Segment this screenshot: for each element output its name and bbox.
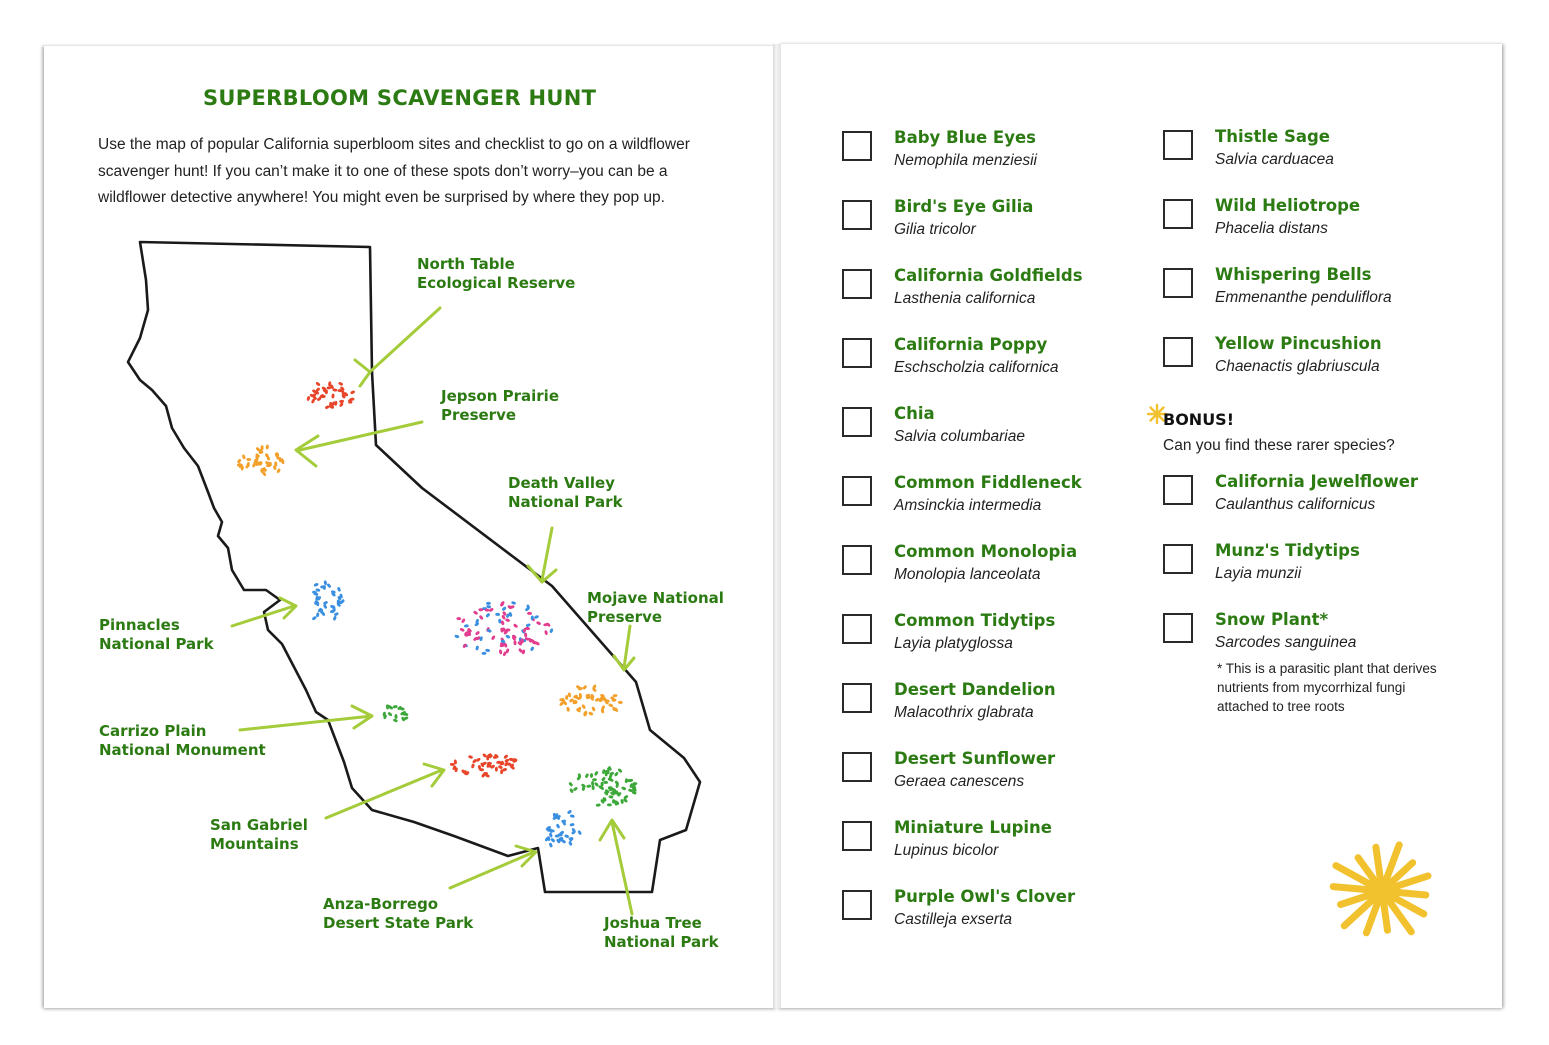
bloom-dot [498,765,504,770]
bloom-dot [594,782,599,788]
scientific-name: Monolopia lanceolata [894,566,1041,583]
bloom-dot [486,605,491,609]
bloom-dot [584,773,589,779]
common-name: Common Fiddleneck [894,473,1082,492]
bloom-dot [479,615,484,621]
bloom-dot [338,381,344,386]
bloom-dot [625,778,629,783]
bloom-dot [590,773,593,778]
bloom-dot [618,701,623,704]
bloom-dot [393,718,399,722]
common-name: Munz's Tidytips [1215,541,1360,560]
bonus-subtitle: Can you find these rarer species? [1163,437,1395,454]
bloom-dot [454,634,460,638]
map-label-pinnacles: Pinnacles National Park [99,616,214,653]
bloom-dot [324,405,330,410]
checkbox[interactable] [1163,130,1193,160]
bonus-heading: BONUS! [1163,410,1234,429]
checkbox[interactable] [842,269,872,299]
bloom-dot [525,623,531,628]
map-label-jepson-prairie: Jepson Prairie Preserve [441,387,559,424]
common-name: Desert Dandelion [894,680,1056,699]
page-title: SUPERBLOOM SCAVENGER HUNT [203,86,597,110]
common-name: Whispering Bells [1215,265,1372,284]
scientific-name: Nemophila menziesii [894,152,1038,169]
bloom-dot [464,624,469,628]
common-name: Miniature Lupine [894,818,1052,837]
bloom-dot [581,704,586,710]
bloom-dot [315,381,321,386]
bloom-dot [468,755,474,759]
bloom-dot [548,842,553,848]
bloom-dot [534,615,540,620]
common-name: Purple Owl's Clover [894,887,1076,906]
map-label-san-gabriel: San Gabriel Mountains [210,816,308,853]
bloom-dot [591,781,594,786]
bloom-dot [573,786,579,791]
checkbox[interactable] [1163,199,1193,229]
bloom-dot [491,635,496,641]
bloom-dot [591,785,594,790]
intro-paragraph: Use the map of popular California superbloom sites and checklist to go on a wildflower scavenger hunt! If you can’t make it to one of these spots don’t worry–you can be a wildflower detective anywhere! You might even be surprised by where they pop up. [98,136,690,206]
bloom-dot [313,582,319,587]
bloom-dot [608,795,613,799]
large-sun-icon [1316,836,1448,946]
common-name: Bird's Eye Gilia [894,197,1034,216]
bloom-dot [511,601,517,605]
common-name: Yellow Pincushion [1215,334,1382,353]
bloom-dot [567,809,573,814]
bloom-dot [394,714,397,719]
arrow-mojave [614,626,634,670]
bloom-dot [594,771,599,777]
scientific-name: Chaenactis glabriuscula [1215,358,1380,375]
bloom-dot [592,778,597,781]
scientific-name: Layia munzii [1215,565,1302,582]
bloom-dot [568,841,573,847]
checkbox[interactable] [842,200,872,230]
bloom-dot [530,646,535,652]
bloom-dot [486,602,491,605]
bloom-dot [582,685,587,691]
checkbox[interactable] [1163,544,1193,574]
bloom-dot [527,612,532,615]
bloom-dot [242,454,246,460]
bloom-dot [393,705,398,709]
bloom-dot [568,781,573,787]
bloom-dot [505,618,511,623]
bloom-dot [591,706,596,712]
bloom-dot [614,771,619,777]
checkbox[interactable] [1163,613,1193,643]
arrow-san-gabriel [326,764,444,818]
bloom-dot [475,630,481,635]
arrow-jepson [296,422,422,466]
bloom-dot [607,803,612,806]
bloom-dot [306,396,310,401]
bloom-dot [503,754,509,760]
bloom-dot [608,703,614,707]
bloom-dot [613,694,618,697]
scientific-name: Malacothrix glabrata [894,704,1034,721]
scientific-name: Geraea canescens [894,773,1025,790]
scientific-name: Layia platyglossa [894,635,1013,652]
scientific-name: Lupinus bicolor [894,842,999,859]
bloom-dot [633,782,638,785]
checkbox[interactable] [1163,337,1193,367]
bloom-dot [316,612,320,617]
bloom-dot [495,613,500,616]
bloom-dot [456,617,461,620]
bloom-dot [333,612,339,617]
scientific-name: Eschscholzia californica [894,359,1059,376]
bloom-dot [596,803,601,807]
bloom-dot [464,770,467,775]
bloom-dot [566,707,570,712]
common-name: California Poppy [894,335,1048,354]
common-name: Thistle Sage [1215,127,1330,146]
checkbox[interactable] [842,476,872,506]
scientific-name: Caulanthus californicus [1215,496,1376,513]
bloom-dot [471,763,475,768]
scientific-name: Phacelia distans [1215,220,1328,237]
checkbox[interactable] [842,131,872,161]
bloom-dot [501,606,507,611]
arrow-death-valley [528,528,556,582]
checkbox[interactable] [842,752,872,782]
common-name: California Jewelflower [1215,472,1419,491]
common-name: Baby Blue Eyes [894,128,1036,147]
bloom-dot [603,781,608,784]
bloom-dot [556,823,561,829]
bloom-dot [499,649,503,654]
bloom-dot [569,788,574,794]
map-label-carrizo-plain: Carrizo Plain National Monument [99,722,266,759]
checkbox[interactable] [842,821,872,851]
arrow-joshua-tree [600,820,632,914]
common-name: Wild Heliotrope [1215,196,1361,215]
common-name: Snow Plant* [1215,610,1329,629]
bloom-dot [473,610,479,615]
common-name: Common Monolopia [894,542,1078,561]
map-label-joshua-tree: Joshua Tree National Park [604,914,719,951]
map-label-death-valley: Death Valley National Park [508,474,623,511]
checkbox[interactable] [842,614,872,644]
bloom-dot [333,615,338,621]
bloom-dot [246,458,251,461]
bloom-dot [569,823,574,827]
bloom-dot [550,837,555,843]
scientific-name: Amsinckia intermedia [894,497,1042,514]
bloom-dot [536,621,542,626]
footnote: * This is a parasitic plant that derives nutrients from mycorrhizal fungi attached to tree roots [1217,661,1437,714]
bloom-dot [337,587,342,593]
bloom-dot [326,583,331,589]
bloom-dot [265,444,269,449]
bloom-dot [588,711,594,716]
checkbox[interactable] [842,338,872,368]
bloom-dot [570,814,575,818]
bloom-dot [577,830,582,836]
checkbox[interactable] [842,683,872,713]
bloom-dot [311,616,317,621]
common-name: Common Tidytips [894,611,1056,630]
scientific-name: Castilleja exserta [894,911,1013,928]
checkbox[interactable] [842,407,872,437]
bloom-dot [461,618,466,624]
map-label-north-table: North Table Ecological Reserve [417,255,576,292]
checkbox[interactable] [842,545,872,575]
scientific-name: Lasthenia californica [894,290,1036,307]
bloom-dot [350,390,356,395]
common-name: Chia [894,404,935,423]
bloom-dot [237,458,242,464]
checkbox[interactable] [842,890,872,920]
bloom-dot [513,623,519,628]
scientific-name: Sarcodes sanguinea [1215,634,1357,651]
bloom-dot [565,695,569,700]
checkbox[interactable] [1163,475,1193,505]
bloom-dot [485,612,490,618]
bloom-dot [324,580,328,585]
bloom-dot [564,834,570,838]
bloom-dot [586,784,591,788]
scientific-name: Emmenanthe penduliflora [1215,289,1392,306]
bloom-dot [276,468,281,474]
bloom-dot [544,630,548,635]
bloom-dot [513,640,516,645]
checkbox[interactable] [1163,268,1193,298]
common-name: Desert Sunflower [894,749,1056,768]
scientific-name: Salvia carduacea [1215,151,1334,168]
map-label-mojave: Mojave National Preserve [587,589,724,626]
bloom-dot [621,786,627,791]
common-name: California Goldfields [894,266,1083,285]
bloom-dot [331,393,334,398]
map-label-anza-borrego: Anza-Borrego Desert State Park [323,895,474,932]
bloom-dot [549,628,554,634]
bloom-dot [495,767,498,772]
arrow-north-table [355,308,440,386]
bloom-dot [475,645,479,650]
bloom-dot [482,652,487,655]
bloom-dot [505,634,511,639]
scientific-name: Gilia tricolor [894,221,976,238]
bloom-dot [387,711,393,716]
scientific-name: Salvia columbariae [894,428,1025,445]
bloom-dot [459,627,465,632]
bloom-dot [485,648,490,652]
bloom-dot [450,763,455,766]
